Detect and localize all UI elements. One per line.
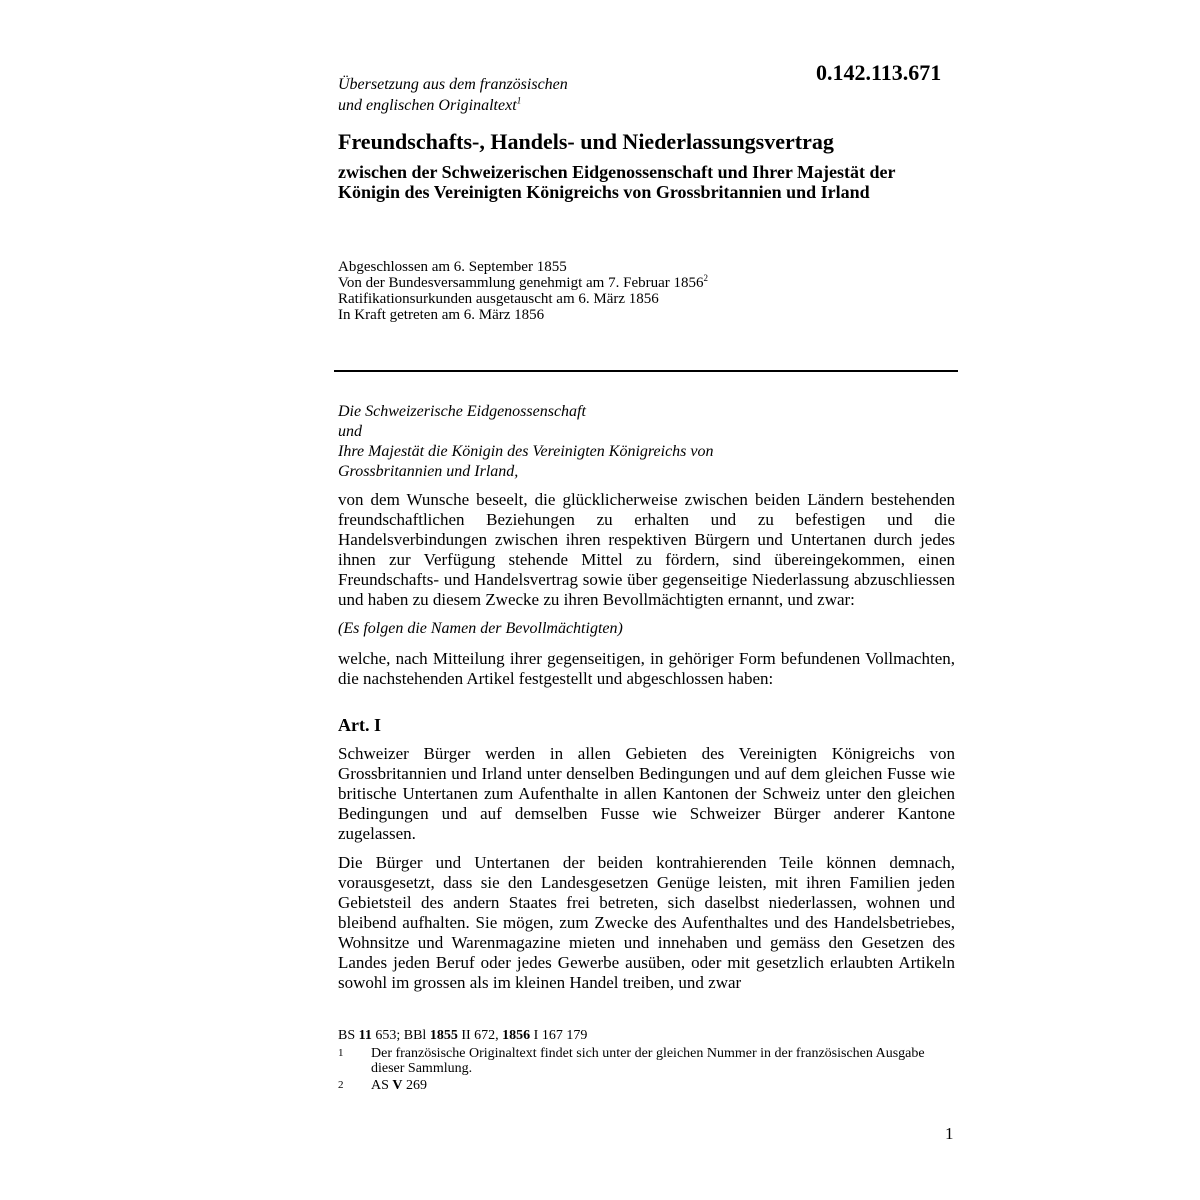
date-concluded: Abgeschlossen am 6. September 1855 (338, 259, 567, 275)
translation-note-line: Übersetzung aus dem französischen (338, 76, 568, 93)
date-in-force: In Kraft getreten am 6. März 1856 (338, 307, 545, 323)
party-line: Grossbritannien und Irland, (338, 463, 519, 480)
document-title: Freundschafts-, Handels- und Niederlassungsvertrag (338, 129, 834, 154)
footnote-ref[interactable]: 1 (516, 95, 522, 107)
preamble-paragraph: von dem Wunsche beseelt, die glücklicherweise zwischen beiden Ländern bestehenden freundschaftlichen Beziehungen zu erhalten und zu befestigen und die Handelsverbindungen zwischen ihren respektiven Bürgern und Untertanen durch jedes ihnen zur Verfügung stehende Mittel zu fördern, sind übereingekommen, einen Freundschafts- und Handelsvertrag sowie über gegenseitige Niederlassung abzuschliessen und haben zu diesem Zwecke zu ihren Bevollmächtigten ernannt, und zwar: (338, 490, 955, 609)
translation-note-line: und englischen Originaltext$^1$ (338, 95, 522, 114)
systematic-number: 0.142.113.671 (816, 60, 942, 85)
article-paragraph: Die Bürger und Untertanen der beiden kontrahierenden Teile können demnach, vorausgesetzt, dass sie den Landesgesetzen Genüge leisten, mit ihren Familien jeden Gebietsteil des andern Staates frei betreten, sich daselbst niederlassen, wohnen und bleibend aufhalten. Sie mögen, zum Zwecke des Aufenthaltes und des Handelsbetriebes, Wohnsitze und Warenmagazine mieten und innehaben und gemäss den Gesetzen des Landes jeden Beruf oder jedes Gewerbe ausüben, oder mit gesetzlich erlaubten Artikeln sowohl im grossen als im kleinen Handel treiben, und zwar (338, 853, 955, 992)
footnote-number: 2 (338, 1079, 344, 1091)
contracting-parties (338, 402, 714, 482)
treaty-dates (338, 259, 708, 323)
horizontal-rule (334, 370, 958, 372)
plenipotentiaries-note: (Es folgen die Namen der Bevollmächtigten) (338, 620, 623, 637)
party-line: Ihre Majestät die Königin des Vereinigten Königreichs von (338, 443, 714, 460)
article-heading: Art. I (338, 715, 381, 735)
page-number: 1 (945, 1124, 954, 1143)
party-line: und (338, 423, 362, 440)
party-line: Die Schweizerische Eidgenossenschaft (338, 403, 586, 420)
date-ratified: Ratifikationsurkunden ausgetauscht am 6. März 1856 (338, 291, 659, 307)
translation-note (338, 74, 568, 116)
document-subtitle: zwischen der Schweizerischen Eidgenossenschaft und Ihrer Majestät der Königin des Vereinigten Königreichs von Grossbritannien und Irland (338, 162, 896, 202)
article-paragraph: Schweizer Bürger werden in allen Gebieten des Vereinigten Königreichs von Grossbritannien und Irland unter denselben Bedingungen und auf dem gleichen Fusse wie britische Untertanen zum Aufenthalte in allen Kantonen der Schweiz unter den gleichen Bedingungen und auf demselben Fusse wie Schweizer Bürger anderer Kantone zugelassen. (338, 744, 955, 843)
footnote-text: AS V 269 (371, 1078, 428, 1093)
footnote-text: Der französische Originaltext findet sich unter der gleichen Nummer in der französischen Ausgabe dieser Sammlung. (371, 1046, 925, 1076)
footnote-number: 1 (338, 1047, 344, 1059)
closing-clause: welche, nach Mitteilung ihrer gegenseitigen, in gehöriger Form befundenen Vollmachten, die nachstehenden Artikel festgestellt und abgeschlossen haben: (338, 649, 955, 688)
date-approved: Von der Bundesversammlung genehmigt am 7. Februar 1856$^2$ (338, 273, 708, 291)
footnote-ref[interactable]: 2 (703, 273, 708, 283)
source-references: BS 11 653; BBl 1855 II 672, 1856 I 167 179 (338, 1028, 588, 1043)
